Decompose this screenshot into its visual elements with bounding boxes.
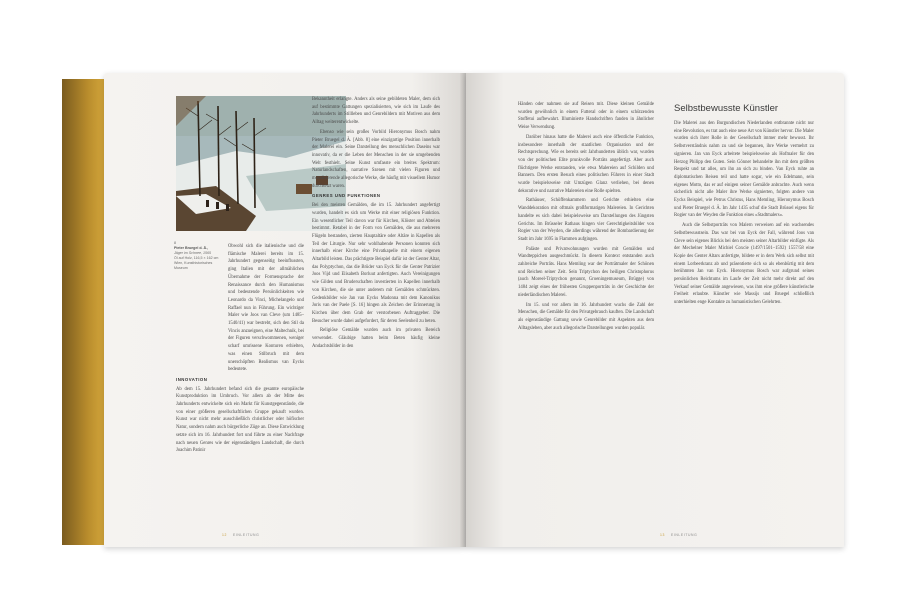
paragraph: Händen oder nahmen sie auf Reisen mit. Diese kleinen Gemälde wurden gewöhnlich in einem Futteral oder in einem schützenden Stoffetui aufbewahrt. Illuminierte Handschriften fanden in ähnlicher Weise Verwendung. (518, 102, 654, 131)
running-head: EINLEITUNG (670, 533, 698, 537)
right-column-1 (518, 101, 654, 334)
caption-number: 8 (174, 241, 176, 245)
paragraph: Auch die Selbstporträts von Malern verweisen auf ein wachsendes Selbstbewusstsein. Das war bei van Eyck der Fall, während Joos van Cleve sein eigenes Blickis bei den meisten seiner Altarbilder einfügte. Als der Mechelner Maler Michiel Coxcie (1497/1501–1592) 1557/58 eine Kopie des Genter Altars anfertigte, bildete er in dem Werk sich selbst mit einem Lorbeerkranz ab und präsentierte sich so als ebenbürtig mit dem berühmten Jan van Eyck. Hieronymus Bosch war aufgrund seines persönlichen Reichtums im Laufe der Zeit nicht mehr direkt auf den Verkauf seiner Gemälde angewiesen, was ihm eine größere künstlerische Freiheit erlaubte. Künstler wie Massijs und Bruegel schließlich unterhielten enge Kontakte zu humanistischen Gelehrten. (674, 223, 814, 306)
paragraph: Im 15. und vor allem im 16. Jahrhundert wuchs die Zahl der Menschen, die Gemälde für den Privatgebrauch kauften. Die Landschaft als eigenständige Gattung sowie Genrebilder mit Aspekten aus dem Alltagsleben, aber auch allegorische Darstellungen wurden populär. (518, 302, 654, 331)
right-column-2 (674, 103, 814, 309)
folio-right (660, 533, 697, 537)
paragraph: Die Malerei aus den Burgundischen Niederlanden entbrannte nicht nur eine Revolution, es trat auch eine neue Art von Künstler hervor. Die Maler wurden sich ihrer Rolle in der Gesellschaft immer mehr bewusst. Ihr Selbstverständnis nahm zu und sie begannen, ihre Werke vermehrt zu signieren. Jan van Eyck arbeitete beispielsweise als Hofmaler für den Herzog Philipp den Guten. Sein Gönner behandelte ihn mit dem größten Respekt und tat alles, um ihn an sich zu binden. Van Eyck ruhte an diplomatischen Reisen teil und hatte sogar, wie ein Edelmann, sein eigenes Motto, das er auf einigen seiner Gemälde anbrachte. Auch wenn sicherlich nicht alle Maler ihre Werke signierten, folgten andere van Eycks Beispiel, wie Petrus Christus, Hans Memling, Hieronymus Bosch und Pieter Bruegel d. Ä. Im Jahr 1435 schuf die Stadt Brüssel eigens für Rogier van der Weyden die Funktion eines »Stadtmalers«. (674, 121, 814, 219)
paragraph: Obwohl sich die italienische und die flämische Malerei bereits im 15. Jahrhundert gegenseitig beeinflussten, ging Italien mit der allmählichen Übernahme der Formensprache der Renaissance durch den Humanismus und bedeutende Persönlichkeiten wie Leonardo da Vinci, Michelangelo und Raffael nun in Führung. Ein wichtiger Maler wie Joos van Cleve (um 1485–1540/41) war bestrebt, sich den Stil da Vincis anzueignen, eine Maltechnik, bei der Figuren verschwommenen, weniger scharf umrissene Konturen erhielten, was einen Stilbruch mit dem unerschöpften Realismus van Eycks bedeutete. (228, 244, 304, 373)
folio-left (222, 533, 259, 537)
paragraph: Ebenso wie sein großes Vorbild Hieronymus Bosch nahm Pieter Bruegel d. Ä. [Abb. 8] eine einzigartige Position innerhalb der Malerei ein. Seine Darstellung des menschlichen Daseins war innovativ, da er die Leben der Menschen in der sie umgebenden Welt festhielt. Seine Kunst umfasste ein breites Spektrum: Naturlandschaften, narrative Szenen mit vielen Figuren und moralisierende allegorische Werke, die häufig mit visuellem Humor durchsetzt waren. (312, 129, 440, 189)
paragraph: Bekanntheit erlangte. Anders als seine gebildeten Maler, dem sich auf bestimmte Gattungen spezialisierten, wie sich im Laufe des Jahrhunderts im Stillleben und Genrebildern mit Motiven aus dem Alltag weiterentwickelte. (312, 97, 440, 126)
open-book (62, 73, 844, 551)
page-number: 13 (660, 533, 665, 537)
caption-title: Jäger im Schnee, 1565 (174, 251, 211, 255)
left-column-2 (312, 96, 440, 353)
section-heading-innovation: INNOVATION (176, 376, 208, 382)
caption-medium: Öl auf Holz, 116,5 × 162 cm (174, 256, 219, 260)
book-cover-edge (62, 79, 108, 545)
paragraph: Religiöse Gemälde wurden auch im privaten Bereich verwendet. Gläubige hatten beim Beten häufig kleine Andachtsbilder in den (312, 328, 440, 349)
section-heading-genres: GENRES UND FUNKTIONEN (312, 193, 381, 199)
section-title: Selbstbewusste Künstler (674, 103, 779, 114)
paragraph: Paläste und Privatwohnungen wurden mit Gemälden und Wandteppichen ausgeschmückt. In diesem Kontext entstanden auch zahlreiche Porträts. Hans Memling war der Porträtmaler der Schönen und Reichen seiner Zeit. Sein Triptychon des heiligen Christophorus (auch Moreel-Triptychon genannt, Groeningemuseum, Brügge) von 1484 zeigt eines der frühesten Gruppenporträts in der Geschichte der niederländischen Malerei. (518, 246, 654, 298)
running-head: EINLEITUNG (232, 533, 260, 537)
left-column-1 (176, 243, 304, 457)
caption-artist: Pieter Bruegel d. Ä., (174, 246, 209, 250)
page-number: 12 (222, 533, 227, 537)
caption-location: Wien, Kunsthistorisches Museum (174, 261, 213, 270)
left-page (104, 73, 466, 547)
paragraph: Darüber hinaus hatte die Malerei auch eine öffentliche Funktion, insbesondere innerhalb der staatlichen Organisation und der Rechtsprechung. Wie es bereits seit Jahrhunderten üblich war, wurden von der politischen Elite prunkvolle Porträts angefertigt. Aber auch flüchtigere Werke entstanden, wie etwa Malereien auf Schilden und Bannern. Den ersten Besuch eines politischen Führers in einer Stadt wurde beispielsweise mit Umzügen Glanz verliehen, bei denen dekorative und narrative Malereien eine Rolle spielten. (518, 134, 654, 194)
paragraph: Ab dem 15. Jahrhundert befand sich die gesamte europäische Kunstproduktion im Umbruch. Vor allem ab der Mitte des Jahrhunderts entwickelte sich ein Markt für Kunstgegenstände, die von einer größeren gesellschaftlichen Gruppe gekauft wurden. Kunst war nicht mehr ausschließlich christlicher oder höfischer Natur, sondern nahm auch bürgerliche Züge an. Diese Entwicklung setzte sich im 16. Jahrhundert fort und führte zu einer Nachfrage nach neuen Genres wie der eigenständigen Landschaft, die durch Joachim Patinir (176, 386, 304, 454)
paragraph: Bei den meisten Gemälden, die im 15. Jahrhundert angefertigt wurden, handelt es sich um Werke mit einer religiösen Funktion. Ein wesentlicher Teil davon war für Kirchen, Klöster und Abteien bestimmt. Retabel in der Form von Gemälden, die aus mehreren Flügeln bestanden, zierten Hauptaltäre oder Altäre in Kapellen als Teil der Liturgie. Nur sehr wohlhabende Personen konnten sich innerhalb einer Kirche eine Privatkapelle mit einem eigenen Altarbild leisten. Das prächtigste Beispiel dafür ist der Genter Altar, das Polyptychon, das die Brüder van Eyck für die Genter Patrizier Joos Vijd und Elisabeth Borluut anfertigten. Auch Vereinigungen wie Gilden und Bruderschaften investierten in Kapellen innerhalb von Kirchen, die sie unter anderem mit Gemälden schmückten. Gedenkbilder wie Jan van Eycks Madonna mit dem Kanonikus Joris van der Paele [S. 16] hingen als Zeichen der Erinnerung in Kirchen über dem Grab der verstorbenen Auftraggeber. Die Besucher wurde dabei aufgefordert, für deren Seelenheil zu beten. (312, 203, 440, 324)
right-page (466, 73, 844, 547)
paragraph: Rathäuser, Schöffenkammern und Gerichte erhielten eine Wanddekoration mit oftmals großformatigen Malereien. In Gerichten handelte es sich dabei beispielsweise um Darstellungen des Jüngsten Gerichts. Im Brüsseler Rathaus hingen vier Gerechtigkeitsbilder von Rogier van der Weyden, die allerdings während der Bombardierung der Stadt im Jahr 1695 in Flammen aufgingen. (518, 198, 654, 242)
